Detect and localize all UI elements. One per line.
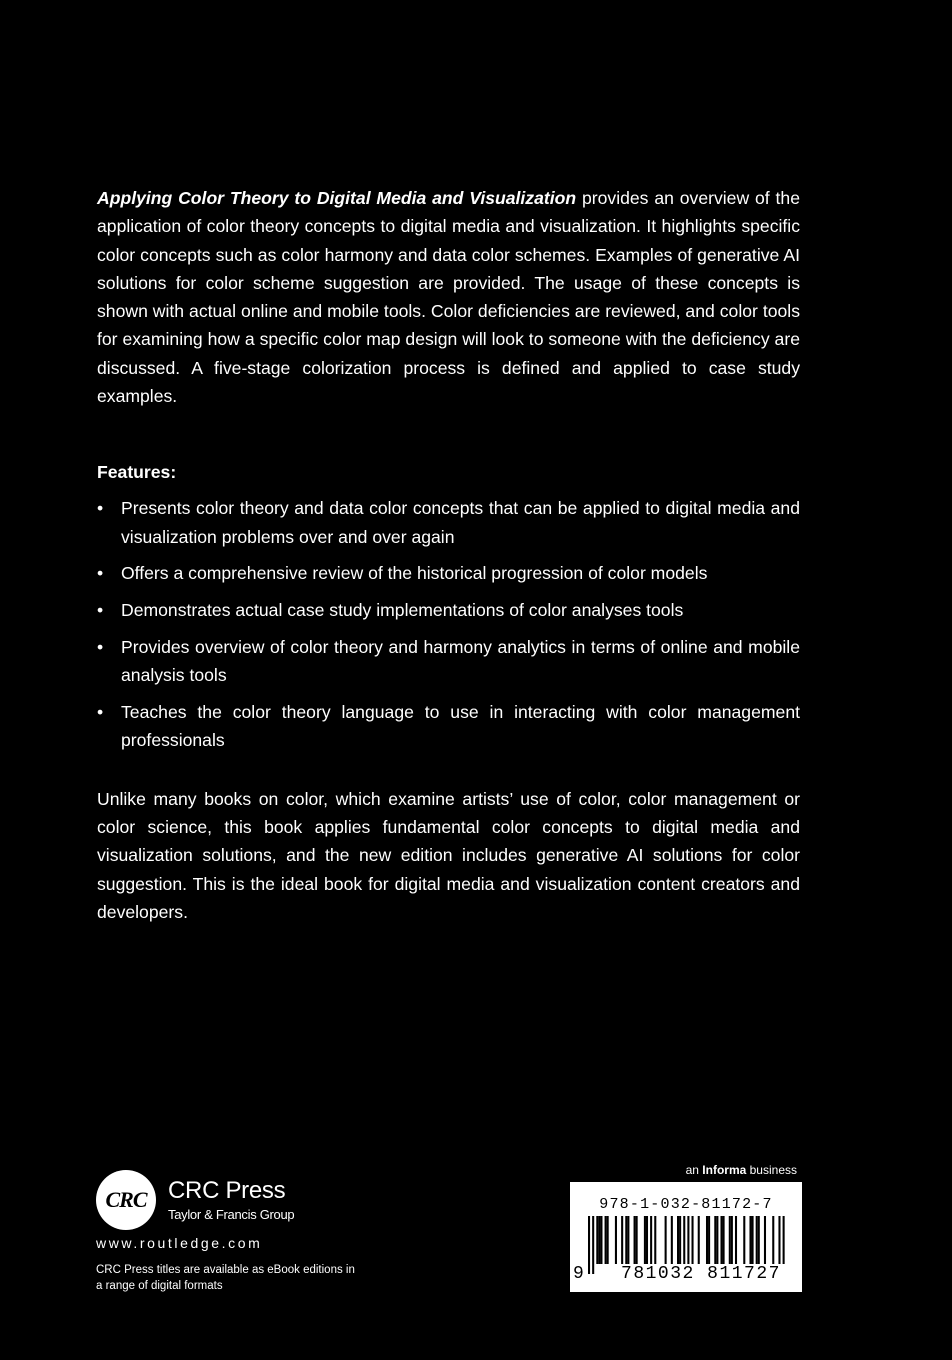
feature-item <box>97 559 800 587</box>
feature-text: Demonstrates actual case study implementations of color analyses tools <box>121 600 684 621</box>
barcode-bar <box>605 1216 607 1264</box>
back-cover-text <box>97 184 800 926</box>
barcode-bar <box>708 1216 710 1264</box>
barcode-bar <box>600 1216 602 1264</box>
feature-text: Offers a comprehensive review of the historical progression of color models <box>121 563 708 584</box>
barcode-bar <box>679 1216 681 1264</box>
barcode-bar <box>758 1216 760 1264</box>
barcode-bar <box>636 1216 638 1264</box>
publisher-group: Taylor & Francis Group <box>168 1207 295 1222</box>
barcode-bar <box>735 1216 737 1264</box>
book-title: Applying Color Theory to Digital Media and Visualization <box>97 188 577 208</box>
features-heading: Features: <box>97 462 177 483</box>
barcode-bar <box>752 1216 754 1264</box>
barcode-bar <box>621 1216 623 1264</box>
barcode-bar <box>627 1216 629 1264</box>
barcode-bar <box>772 1216 774 1264</box>
barcode-bar <box>692 1216 694 1264</box>
isbn-first-digit: 9 <box>573 1264 584 1284</box>
feature-text: Presents color theory and data color concepts that can be applied to digital media and visualization problems over and over again <box>121 498 800 547</box>
crc-logo-icon: CRC <box>96 1170 156 1230</box>
closing-paragraph: Unlike many books on color, which examine artists’ use of color, color management or color science, this book applies fundamental color concepts to digital media and visualization solutions, and the new edition includes generative AI solutions for color suggestion. This is the ideal book for digital media and visualization content creators and developers. <box>97 788 800 922</box>
barcode-bar <box>625 1216 627 1264</box>
barcode-bar <box>723 1216 725 1264</box>
feature-item <box>97 494 800 551</box>
barcode-bar <box>716 1216 718 1264</box>
isbn-barcode <box>570 1182 802 1292</box>
informa-prefix: an <box>685 1163 703 1177</box>
bullet-icon: • <box>97 563 104 584</box>
barcode-bar <box>698 1216 700 1264</box>
barcode-bar <box>671 1216 673 1264</box>
barcode-bar <box>598 1216 600 1264</box>
barcode-bar <box>596 1216 598 1264</box>
bullet-icon: • <box>97 498 104 519</box>
description-paragraph <box>97 184 800 410</box>
barcode-bar <box>764 1216 766 1264</box>
barcode-bar <box>677 1216 679 1264</box>
bullet-icon: • <box>97 637 104 658</box>
description-text: provides an overview of the application of color theory concepts to digital media and visualization. It highlights specific color concepts such as color harmony and data color schemes. Examples of generative AI solutions for color scheme suggestion are provided. The usage of these concepts is shown with actual online and mobile tools. Color deficiencies are reviewed, and color tools for examining how a specific color map design will look to someone with the deficiency are discussed. A five-stage colorization process is defined and applied to case study examples. <box>97 188 800 407</box>
barcode-bar <box>729 1216 731 1264</box>
barcode-bar <box>634 1216 636 1264</box>
barcode-bar <box>749 1216 751 1264</box>
feature-text: Teaches the color theory language to use in interacting with color management professionals <box>121 702 800 751</box>
barcode-bar <box>607 1216 609 1264</box>
barcode-bar <box>588 1216 590 1274</box>
barcode-bar <box>706 1216 708 1264</box>
barcode-bar <box>731 1216 733 1264</box>
barcode-bar <box>646 1216 648 1264</box>
feature-item <box>97 698 800 755</box>
barcode-bar <box>720 1216 722 1264</box>
bullet-icon: • <box>97 702 104 723</box>
feature-text: Provides overview of color theory and harmony analytics in terms of online and mobile analysis tools <box>121 637 800 686</box>
features-list <box>97 494 800 754</box>
informa-tagline <box>600 1163 797 1177</box>
ebook-note: CRC Press titles are available as eBook editions in a range of digital formats <box>96 1264 355 1292</box>
informa-brand: Informa <box>702 1163 747 1177</box>
barcode-bar <box>592 1216 594 1274</box>
barcode-bar <box>650 1216 652 1264</box>
publisher-name: CRC Press <box>168 1177 286 1204</box>
bullet-icon: • <box>97 600 104 621</box>
feature-item <box>97 596 800 624</box>
barcode-bar <box>654 1216 656 1264</box>
informa-suffix: business <box>746 1163 797 1177</box>
feature-item <box>97 633 800 690</box>
isbn-digits: 781032 811727 <box>604 1264 798 1284</box>
isbn-number: 978-1-032-81172-7 <box>599 1196 773 1213</box>
barcode-bar <box>714 1216 716 1264</box>
barcode-bar <box>644 1216 646 1264</box>
barcode-bar <box>615 1216 617 1264</box>
publisher-website: www.routledge.com <box>96 1235 263 1251</box>
barcode-bar <box>743 1216 745 1264</box>
barcode-bar <box>756 1216 758 1264</box>
barcode-bar <box>665 1216 667 1264</box>
